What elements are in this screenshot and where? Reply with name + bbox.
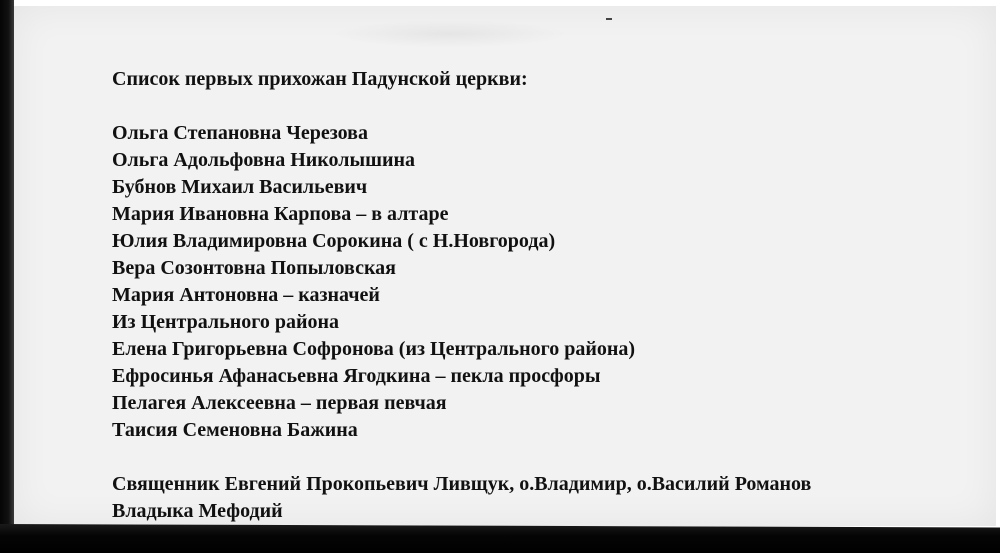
document-heading: Список первых прихожан Падунской церкви: [112,68,528,90]
scan-smudge [330,20,570,48]
list-item: Ольга Степановна Черезова [112,122,368,144]
list-item: Пелагея Алексеевна – первая певчая [112,392,447,414]
list-item: Бубнов Михаил Васильевич [112,176,368,198]
list-item: Мария Антоновна – казначей [112,284,380,306]
scan-border-bottom [0,524,1000,553]
scan-border-left [0,0,14,553]
list-item: Ефросинья Афанасьевна Ягодкина – пекла просфоры [112,365,601,387]
clergy-line-priests: Священник Евгений Прокопьевич Ливщук, о.Владимир, о.Василий Романов [112,473,812,495]
list-item: Юлия Владимировна Сорокина ( с Н.Новгорода) [112,230,556,252]
parishioner-list [112,120,811,444]
list-item: Таисия Семеновна Бажина [112,419,358,441]
list-item: Мария Ивановна Карпова – в алтаре [112,203,449,225]
list-item: Елена Григорьевна Софронова (из Центрального района) [112,338,636,360]
list-item: Из Центрального района [112,311,339,333]
list-item: Вера Созонтовна Попыловская [112,257,396,279]
clergy-line-bishop: Владыка Мефодий [112,500,283,522]
document-body [112,66,811,525]
list-item: Ольга Адольфовна Николышина [112,149,416,171]
clergy-section [112,471,811,525]
scan-speck [606,18,612,20]
